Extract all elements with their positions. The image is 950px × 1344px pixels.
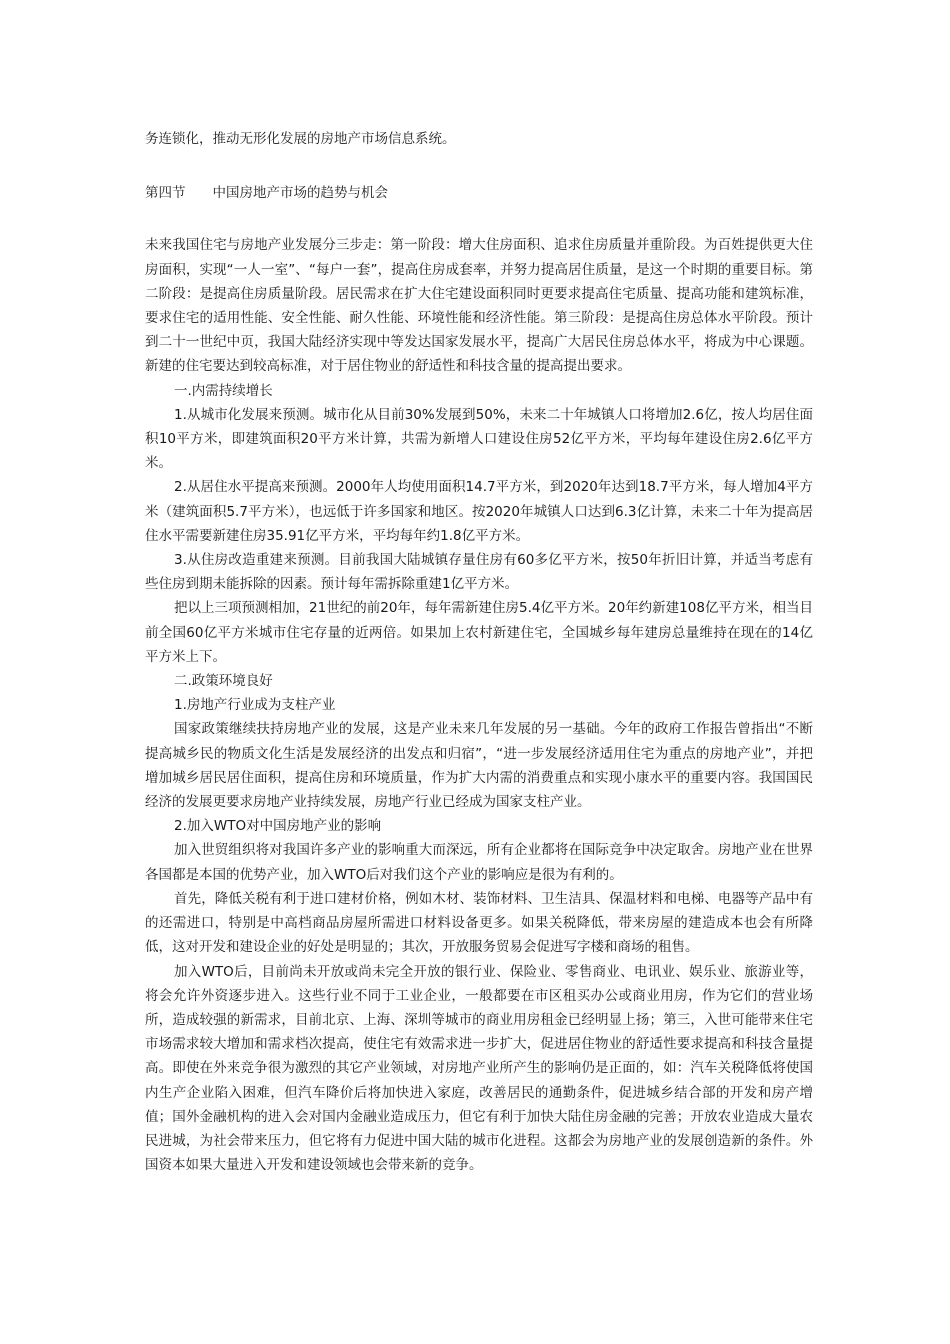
paragraph-urbanization-forecast: 1.从城市化发展来预测。城市化从目前30%发展到50%，未来二十年城镇人口将增加2.6亿，按人均居住面积10平方米，即建筑面积20平方米计算，共需为新增人口建设住房52亿平方米，平均每年建设住房2.6亿平方米。 <box>145 406 813 472</box>
paragraph-wto-overview: 加入世贸组织将对我国许多产业的影响重大而深远，所有企业都将在国际竞争中决定取舍。房地产业在世界各国都是本国的优势产业，加入WTO后对我们这个产业的影响应是很为有利的。 <box>145 842 813 883</box>
subheading-wto-impact: 2.加入WTO对中国房地产业的影响 <box>174 818 382 835</box>
subheading-domestic-demand: 一.内需持续增长 <box>174 382 273 399</box>
paragraph-national-policy: 国家政策继续扶持房地产业的发展，这是产业未来几年发展的另一基础。今年的政府工作报告曾指出“不断提高城乡民的物质文化生活是发展经济的出发点和归宿”，“进一步发展经济适用住宅为重点的房地产业”，并把增加城乡居民居住面积，提高住房和环境质量，作为扩大内需的消费重点和实现小康水平的重要内容。我国国民经济的发展更要求房地产业持续发展，房地产行业已经成为国家支柱产业。 <box>145 721 813 811</box>
intro-paragraph: 未来我国住宅与房地产业发展分三步走：第一阶段：增大住房面积、追求住房质量并重阶段。为百姓提供更大住房面积，实现“一人一室”、“每户一套”，提高住房成套率，并努力提高居住质量，是这一个时期的重要目标。第二阶段：是提高住房质量阶段。居民需求在扩大住宅建设面积同时更要求提高住宅质量、提高功能和建筑标准，要求住宅的适用性能、安全性能、耐久性能、环境性能和经济性能。第三阶段：是提高住房总体水平阶段。预计到二十一世纪中页，我国大陆经济实现中等发达国家发展水平，提高广大居民住房总体水平，将成为中心课题。新建的住宅要达到较高标准，对于居住物业的舒适性和科技含量的提高提出要求。 <box>145 237 813 375</box>
subheading-policy-environment: 二.政策环境良好 <box>174 673 273 690</box>
lead-line: 务连锁化，推动无形化发展的房地产市场信息系统。 <box>145 131 456 147</box>
subheading-pillar-industry: 1.房地产行业成为支柱产业 <box>174 697 336 714</box>
paragraph-reconstruction-forecast: 3.从住房改造重建来预测。目前我国大陆城镇存量住房有60多亿平方米，按50年折旧计算，并适当考虑有些住房到期未能拆除的因素。预计每年需拆除重建1亿平方米。 <box>145 552 813 593</box>
paragraph-living-standard-forecast: 2.从居住水平提高来预测。2000年人均使用面积14.7平方米，到2020年达到18.7平方米，每人增加4平方米（建筑面积5.7平方米），也远低于许多国家和地区。按2020年城镇人口达到6.3亿计算，未来二十年为提高居住水平需要新建住房35.91亿平方米，平均每年约1.8亿平方米。 <box>145 479 813 544</box>
section-heading: 第四节 中国房地产市场的趋势与机会 <box>145 185 388 202</box>
paragraph-forecast-sum: 把以上三项预测相加，21世纪的前20年，每年需新建住房5.4亿平方米。20年约新建108亿平方米，相当目前全国60亿平方米城市住宅存量的近两倍。如果加上农村新建住宅，全国城乡每年建房总量维持在现在的14亿平方米上下。 <box>145 600 813 665</box>
paragraph-market-opening: 加入WTO后，目前尚未开放或尚未完全开放的银行业、保险业、零售商业、电讯业、娱乐业、旅游业等，将会允许外资逐步进入。这些行业不同于工业企业，一般都要在市区租买办公或商业用房，作为它们的营业场所，造成较强的新需求，目前北京、上海、深圳等城市的商业用房租金已经明显上扬；第三，入世可能带来住宅市场需求较大增加和需求档次提高，使住宅有效需求进一步扩大，促进居住物业的舒适性要求提高和科技含量提高。即使在外来竞争很为激烈的其它产业领域，对房地产业所产生的影响仍是正面的，如：汽车关税降低将使国内生产企业陷入困难，但汽车降价后将加快进入家庭，改善居民的通勤条件，促进城乡结合部的开发和房产增值；国外金融机构的进入会对国内金融业造成压力，但它有利于加快大陆住房金融的完善；开放农业造成大量农民进城，为社会带来压力，但它将有力促进中国大陆的城市化进程。这都会为房地产业的发展创造新的条件。外国资本如果大量进入开发和建设领域也会带来新的竞争。 <box>145 963 813 1174</box>
document-body <box>145 127 813 1177</box>
paragraph-tariff-reduction: 首先，降低关税有利于进口建材价格，例如木材、装饰材料、卫生洁具、保温材料和电梯、电器等产品中有的还需进口，特别是中高档商品房屋所需进口材料设备更多。如果关税降低，带来房屋的建造成本也会有所降低，这对开发和建设企业的好处是明显的；其次，开放服务贸易会促进写字楼和商场的租售。 <box>145 890 813 956</box>
